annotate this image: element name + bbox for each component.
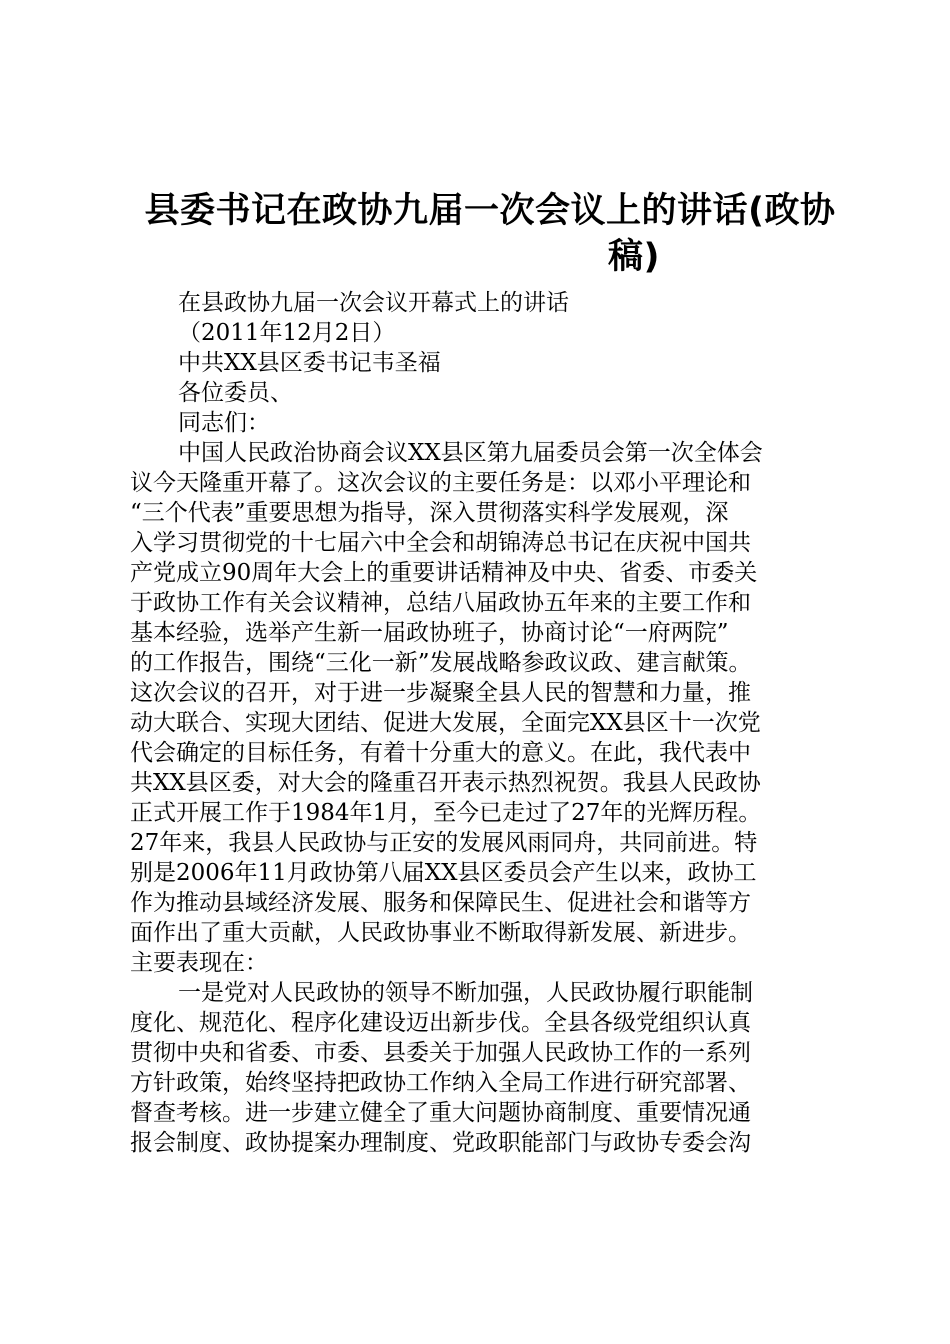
greeting-members: 各位委员、 bbox=[178, 380, 293, 406]
paragraph-line: 贯彻中央和省委、市委、县委关于加强人民政协工作的一系列 bbox=[130, 1040, 751, 1066]
paragraph-line: 这次会议的召开，对于进一步凝聚全县人民的智慧和力量，推 bbox=[130, 680, 751, 706]
paragraph-line: “三个代表”重要思想为指导，深入贯彻落实科学发展观，深 bbox=[130, 500, 729, 526]
paragraph-line: 产党成立90周年大会上的重要讲话精神及中央、省委、市委关 bbox=[130, 560, 758, 586]
title-line-2: 稿) bbox=[608, 237, 660, 277]
speech-subtitle: 在县政协九届一次会议开幕式上的讲话 bbox=[178, 290, 569, 316]
paragraph-line: 度化、规范化、程序化建设迈出新步伐。全县各级党组织认真 bbox=[130, 1010, 751, 1036]
paragraph-line: 主要表现在： bbox=[130, 950, 268, 976]
title-line-1: 县委书记在政协九届一次会议上的讲话(政协 bbox=[144, 191, 836, 231]
paragraph-line: 正式开展工作于1984年1月，至今已走过了27年的光辉历程。 bbox=[130, 800, 762, 826]
paragraph-line: 的工作报告，围绕“三化一新”发展战略参政议政、建言献策。 bbox=[130, 650, 752, 676]
paragraph-2 bbox=[130, 978, 850, 1158]
document-page bbox=[130, 188, 850, 1158]
paragraph-line: 面作出了重大贡献，人民政协事业不断取得新发展、新进步。 bbox=[130, 920, 751, 946]
paragraph-line: 27年来，我县人民政协与正安的发展风雨同舟，共同前进。特 bbox=[130, 830, 758, 856]
paragraph-line: 基本经验，选举产生新一届政协班子，协商讨论“一府两院” bbox=[130, 620, 729, 646]
document-title bbox=[130, 188, 850, 280]
paragraph-line: 中国人民政治协商会议XX县区第九届委员会第一次全体会 bbox=[178, 440, 763, 466]
paragraph-line: 入学习贯彻党的十七届六中全会和胡锦涛总书记在庆祝中国共 bbox=[130, 530, 751, 556]
paragraph-line: 一是党对人民政协的领导不断加强，人民政协履行职能制 bbox=[178, 980, 753, 1006]
paragraph-line: 于政协工作有关会议精神，总结八届政协五年来的主要工作和 bbox=[130, 590, 751, 616]
paragraph-line: 别是2006年11月政协第八届XX县区委员会产生以来，政协工 bbox=[130, 860, 757, 886]
paragraph-line: 报会制度、政协提案办理制度、党政职能部门与政协专委会沟 bbox=[130, 1130, 751, 1156]
speaker-name: 中共XX县区委书记韦圣福 bbox=[178, 350, 441, 376]
paragraph-line: 议今天隆重开幕了。这次会议的主要任务是：以邓小平理论和 bbox=[130, 470, 751, 496]
greeting-comrades: 同志们： bbox=[178, 410, 270, 436]
paragraph-line: 代会确定的目标任务，有着十分重大的意义。在此，我代表中 bbox=[130, 740, 751, 766]
speech-date: （2011年12月2日） bbox=[178, 320, 396, 346]
paragraph-line: 动大联合、实现大团结、促进大发展，全面完XX县区十一次党 bbox=[130, 710, 761, 736]
paragraph-line: 方针政策，始终坚持把政协工作纳入全局工作进行研究部署、 bbox=[130, 1070, 751, 1096]
paragraph-1 bbox=[130, 438, 850, 978]
paragraph-line: 督查考核。进一步建立健全了重大问题协商制度、重要情况通 bbox=[130, 1100, 751, 1126]
paragraph-line: 作为推动县域经济发展、服务和保障民生、促进社会和谐等方 bbox=[130, 890, 751, 916]
paragraph-line: 共XX县区委，对大会的隆重召开表示热烈祝贺。我县人民政协 bbox=[130, 770, 761, 796]
